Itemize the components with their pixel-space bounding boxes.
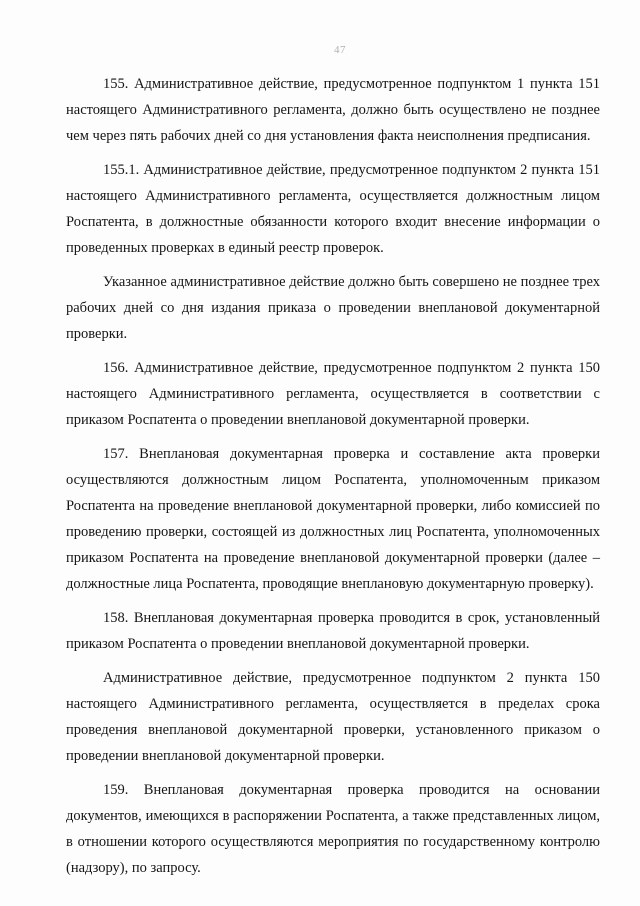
paragraph-159: 159. Внеплановая документарная проверка проводится на основании документов, имеющихся в распоряжении Роспатента, а также представленных лицом, в отношении которого осуществляются мероприятия по государственному контролю (надзору), по запросу. [66, 782, 600, 876]
paragraph-158-action: Административное действие, предусмотренное подпунктом 2 пункта 150 настоящего Административного регламента, осуществляется в пределах срока проведения внеплановой документарной проверки, установленного приказом о проведении внеплановой документарной проверки. [66, 670, 600, 764]
paragraph-158: 158. Внеплановая документарная проверка проводится в срок, установленный приказом Роспатента о проведении внеплановой документарной проверки. [66, 610, 600, 652]
paragraph-155-1-deadline: Указанное административное действие должно быть совершено не позднее трех рабочих дней со дня издания приказа о проведении внеплановой документарной проверки. [66, 274, 600, 342]
paragraph-155: 155. Административное действие, предусмотренное подпунктом 1 пункта 151 настоящего Административного регламента, должно быть осуществлено не позднее чем через пять рабочих дней со дня установления факта неисполнения предписания. [66, 76, 600, 144]
paragraph-156: 156. Административное действие, предусмотренное подпунктом 2 пункта 150 настоящего Административного регламента, осуществляется в соответствии с приказом Роспатента о проведении внеплановой документарной проверки. [66, 360, 600, 428]
page-number: 47 [334, 44, 346, 56]
paragraph-157: 157. Внеплановая документарная проверка и составление акта проверки осуществляются должностным лицом Роспатента, уполномоченным приказом Роспатента на проведение внеплановой документарной проверки, либо комиссией по проведению проверки, состоящей из должностных лиц Роспатента, уполномоченных приказом Роспатента на проведение внеплановой документарной проверки (далее – должностные лица Роспатента, проводящие внеплановую документарную проверку). [66, 446, 600, 592]
document-body [66, 71, 600, 881]
paragraph-155-1: 155.1. Административное действие, предусмотренное подпунктом 2 пункта 151 настоящего Административного регламента, осуществляется должностным лицом Роспатента, в должностные обязанности которого входит внесение информации о проведенных проверках в единый реестр проверок. [66, 162, 600, 256]
